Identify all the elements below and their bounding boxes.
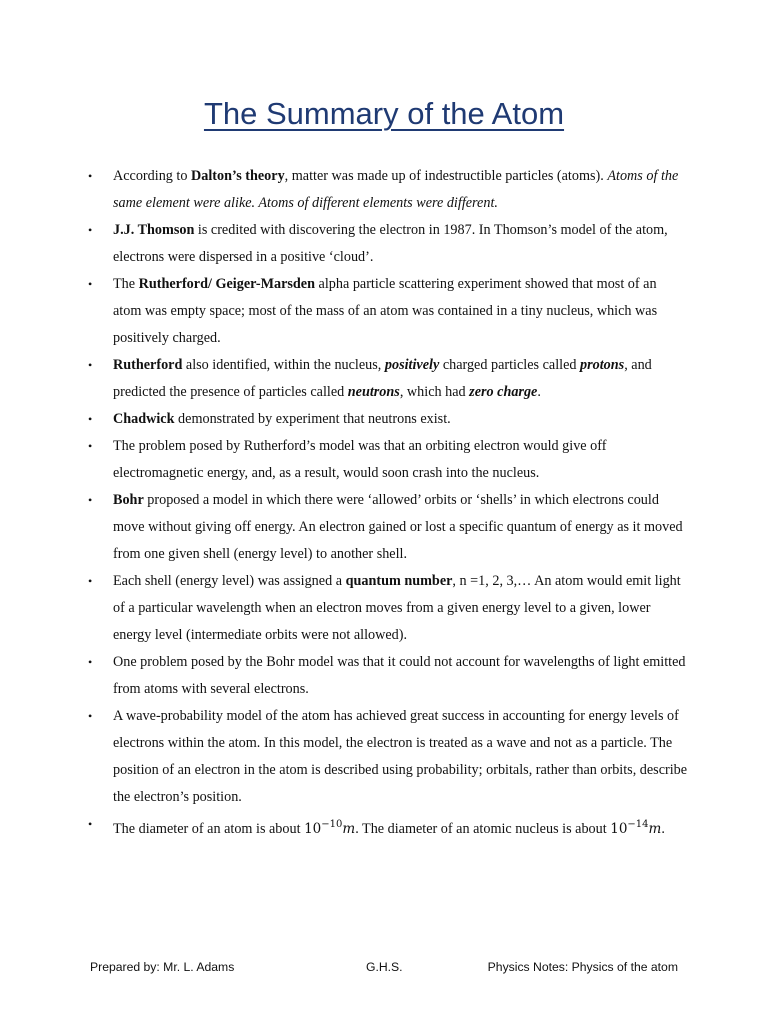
footer-school: G.H.S.	[366, 960, 403, 974]
list-item: • A wave-probability model of the atom has achieved great success in accounting for energy levels of electrons within the atom. In this model, the electron is treated as a wave and not as a particle. The position of an electron in the atom is described using probability; orbitals, rather than orbits, describe the electron’s position.	[88, 703, 688, 811]
list-item: • The Rutherford/ Geiger-Marsden alpha particle scattering experiment showed that most of an atom was empty space; most of the mass of an atom was contained in a tiny nucleus, which was positively charged.	[88, 271, 688, 352]
bullet-icon: •	[88, 709, 93, 723]
bullet-icon: •	[88, 169, 93, 183]
bullet-icon: •	[88, 358, 93, 372]
page-title: The Summary of the Atom	[203, 96, 565, 131]
bullet-icon: •	[88, 493, 93, 507]
bullet-icon: •	[88, 817, 93, 831]
bullet-icon: •	[88, 439, 93, 453]
list-item: • J.J. Thomson is credited with discovering the electron in 1987. In Thomson’s model of the atom, electrons were dispersed in a positive ‘cloud’.	[88, 217, 688, 271]
footer-author: Prepared by: Mr. L. Adams	[90, 960, 235, 974]
math-expression: $10^{-14}m$	[610, 819, 662, 837]
list-item: • Chadwick demonstrated by experiment that neutrons exist.	[88, 406, 688, 433]
list-item: • The diameter of an atom is about $10^{-10}m$. The diameter of an atomic nucleus is about $10^{-14}m$.	[88, 811, 688, 843]
list-item: • The problem posed by Rutherford’s model was that an orbiting electron would give off electromagnetic energy, and, as a result, would soon crash into the nucleus.	[88, 433, 688, 487]
bullet-icon: •	[88, 655, 93, 669]
bullet-icon: •	[88, 223, 93, 237]
list-item: • According to Dalton’s theory, matter was made up of indestructible particles (atoms). Atoms of the same element were alike. Atoms of different elements were different.	[88, 163, 688, 217]
summary-list	[88, 163, 688, 843]
bullet-icon: •	[88, 412, 93, 426]
list-item: • One problem posed by the Bohr model was that it could not account for wavelengths of light emitted from atoms with several electrons.	[88, 649, 688, 703]
bullet-icon: •	[88, 277, 93, 291]
list-item: • Bohr proposed a model in which there were ‘allowed’ orbits or ‘shells’ in which electrons could move without giving off energy. An electron gained or lost a specific quantum of energy as it moved from one given shell (energy level) to another shell.	[88, 487, 688, 568]
footer-subject: Physics Notes: Physics of the atom	[487, 960, 678, 974]
math-expression: $10^{-10}m$	[304, 819, 356, 837]
list-item: • Each shell (energy level) was assigned a quantum number, n =1, 2, 3,… An atom would emit light of a particular wavelength when an electron moves from a given energy level to a given, lower energy level (intermediate orbits were not allowed).	[88, 568, 688, 649]
list-item: • Rutherford also identified, within the nucleus, positively charged particles called protons, and predicted the presence of particles called neutrons, which had zero charge.	[88, 352, 688, 406]
page-footer	[90, 960, 678, 980]
bullet-icon: •	[88, 574, 93, 588]
